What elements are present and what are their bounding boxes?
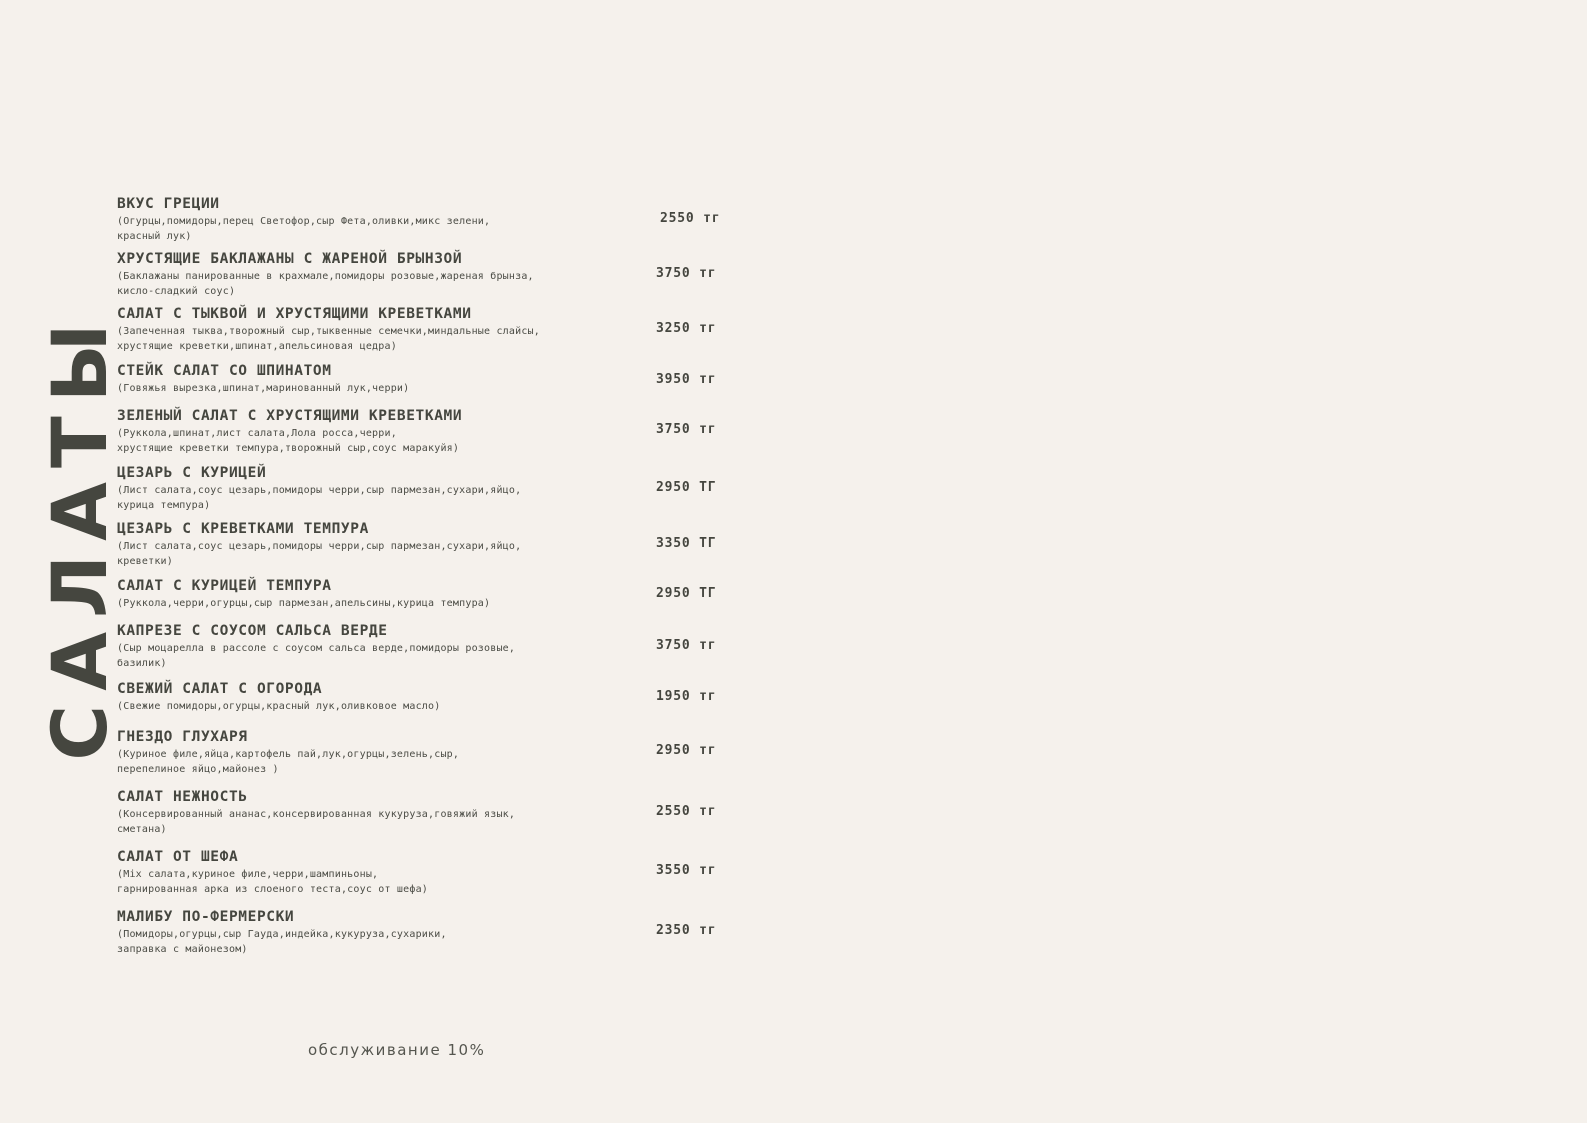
item-name: ХРУСТЯЩИЕ БАКЛАЖАНЫ С ЖАРЕНОЙ БРЫНЗОЙ [117,251,463,267]
item-name: САЛАТ ОТ ШЕФА [117,849,239,865]
menu-item [117,407,737,456]
menu-item [117,577,737,612]
item-price: 3750 тг [656,422,717,437]
item-description: (Mix салата,куриное филе,черри,шампиньоны, гарнированная арка из слоеного теста,соус от шефа) [117,869,429,895]
item-price: 2950 тг [656,743,717,758]
item-name: САЛАТ НЕЖНОСТЬ [117,789,248,805]
item-price: 3350 ТГ [656,536,717,551]
item-description: (Сыр моцарелла в рассоле с соусом сальса верде,помидоры розовые, базилик) [117,643,516,669]
menu-item [117,305,737,354]
item-description: (Руккола,шпинат,лист салата,Лола росса,черри, хрустящие креветки темпура,творожный сыр,соус маракуйя) [117,428,460,454]
menu-item [117,848,737,897]
item-name: КАПРЕЗЕ С СОУСОМ САЛЬСА ВЕРДЕ [117,623,388,639]
item-price: 3950 тг [656,372,717,387]
item-price: 3750 тг [656,266,717,281]
item-name: ЗЕЛЕНЫЙ САЛАТ С ХРУСТЯЩИМИ КРЕВЕТКАМИ [117,408,463,424]
menu-item [117,250,737,299]
item-price: 3250 тг [656,321,717,336]
item-description: (Баклажаны панированные в крахмале,помидоры розовые,жареная брынза, кисло-сладкий соус) [117,271,534,297]
service-charge-note: обслуживание 10% [308,1041,486,1059]
menu-item [117,520,737,569]
menu-item [117,464,737,513]
menu-item [117,195,737,244]
item-price: 2550 тг [656,804,717,819]
item-price: 2950 ТГ [656,480,717,495]
item-name: СВЕЖИЙ САЛАТ С ОГОРОДА [117,681,323,697]
item-description: (Руккола,черри,огурцы,сыр пармезан,апельсины,курица темпура) [117,598,491,609]
menu-item [117,728,737,777]
item-name: ЦЕЗАРЬ С КУРИЦЕЙ [117,465,267,481]
item-name: ЦЕЗАРЬ С КРЕВЕТКАМИ ТЕМПУРА [117,521,369,537]
item-description: (Помидоры,огурцы,сыр Гауда,индейка,кукуруза,сухарики, заправка с майонезом) [117,929,447,955]
item-name: ГНЕЗДО ГЛУХАРЯ [117,729,248,745]
menu-item [117,788,737,837]
item-description: (Куриное филе,яйца,картофель пай,лук,огурцы,зелень,сыр, перепелиное яйцо,майонез ) [117,749,460,775]
menu-item [117,622,737,671]
menu-item [117,680,737,715]
item-price: 2350 тг [656,923,717,938]
menu-item [117,908,737,957]
item-name: МАЛИБУ ПО-ФЕРМЕРСКИ [117,909,295,925]
item-description: (Свежие помидоры,огурцы,красный лук,оливковое масло) [117,701,441,712]
item-name: САЛАТ С КУРИЦЕЙ ТЕМПУРА [117,578,332,594]
item-name: СТЕЙК САЛАТ СО ШПИНАТОМ [117,363,332,379]
menu-item [117,362,737,397]
item-description: (Лист салата,соус цезарь,помидоры черри,сыр пармезан,сухари,яйцо, креветки) [117,541,522,567]
item-name: ВКУС ГРЕЦИИ [117,196,220,212]
item-price: 2950 ТГ [656,586,717,601]
section-title: САЛАТЫ [35,309,124,761]
item-description: (Лист салата,соус цезарь,помидоры черри,сыр пармезан,сухари,яйцо, курица темпура) [117,485,522,511]
item-name: САЛАТ С ТЫКВОЙ И ХРУСТЯЩИМИ КРЕВЕТКАМИ [117,306,472,322]
item-price: 1950 тг [656,689,717,704]
item-price: 3750 тг [656,638,717,653]
item-description: (Огурцы,помидоры,перец Светофор,сыр Фета,оливки,микс зелени, красный лук) [117,216,491,242]
item-description: (Говяжья вырезка,шпинат,маринованный лук,черри) [117,383,410,394]
item-description: (Запеченная тыква,творожный сыр,тыквенные семечки,миндальные слайсы, хрустящие креветки,шпинат,апельсиновая цедра) [117,326,540,352]
item-price: 3550 тг [656,863,717,878]
item-price: 2550 тг [660,211,721,226]
item-description: (Консервированный ананас,консервированная кукуруза,говяжий язык, сметана) [117,809,516,835]
